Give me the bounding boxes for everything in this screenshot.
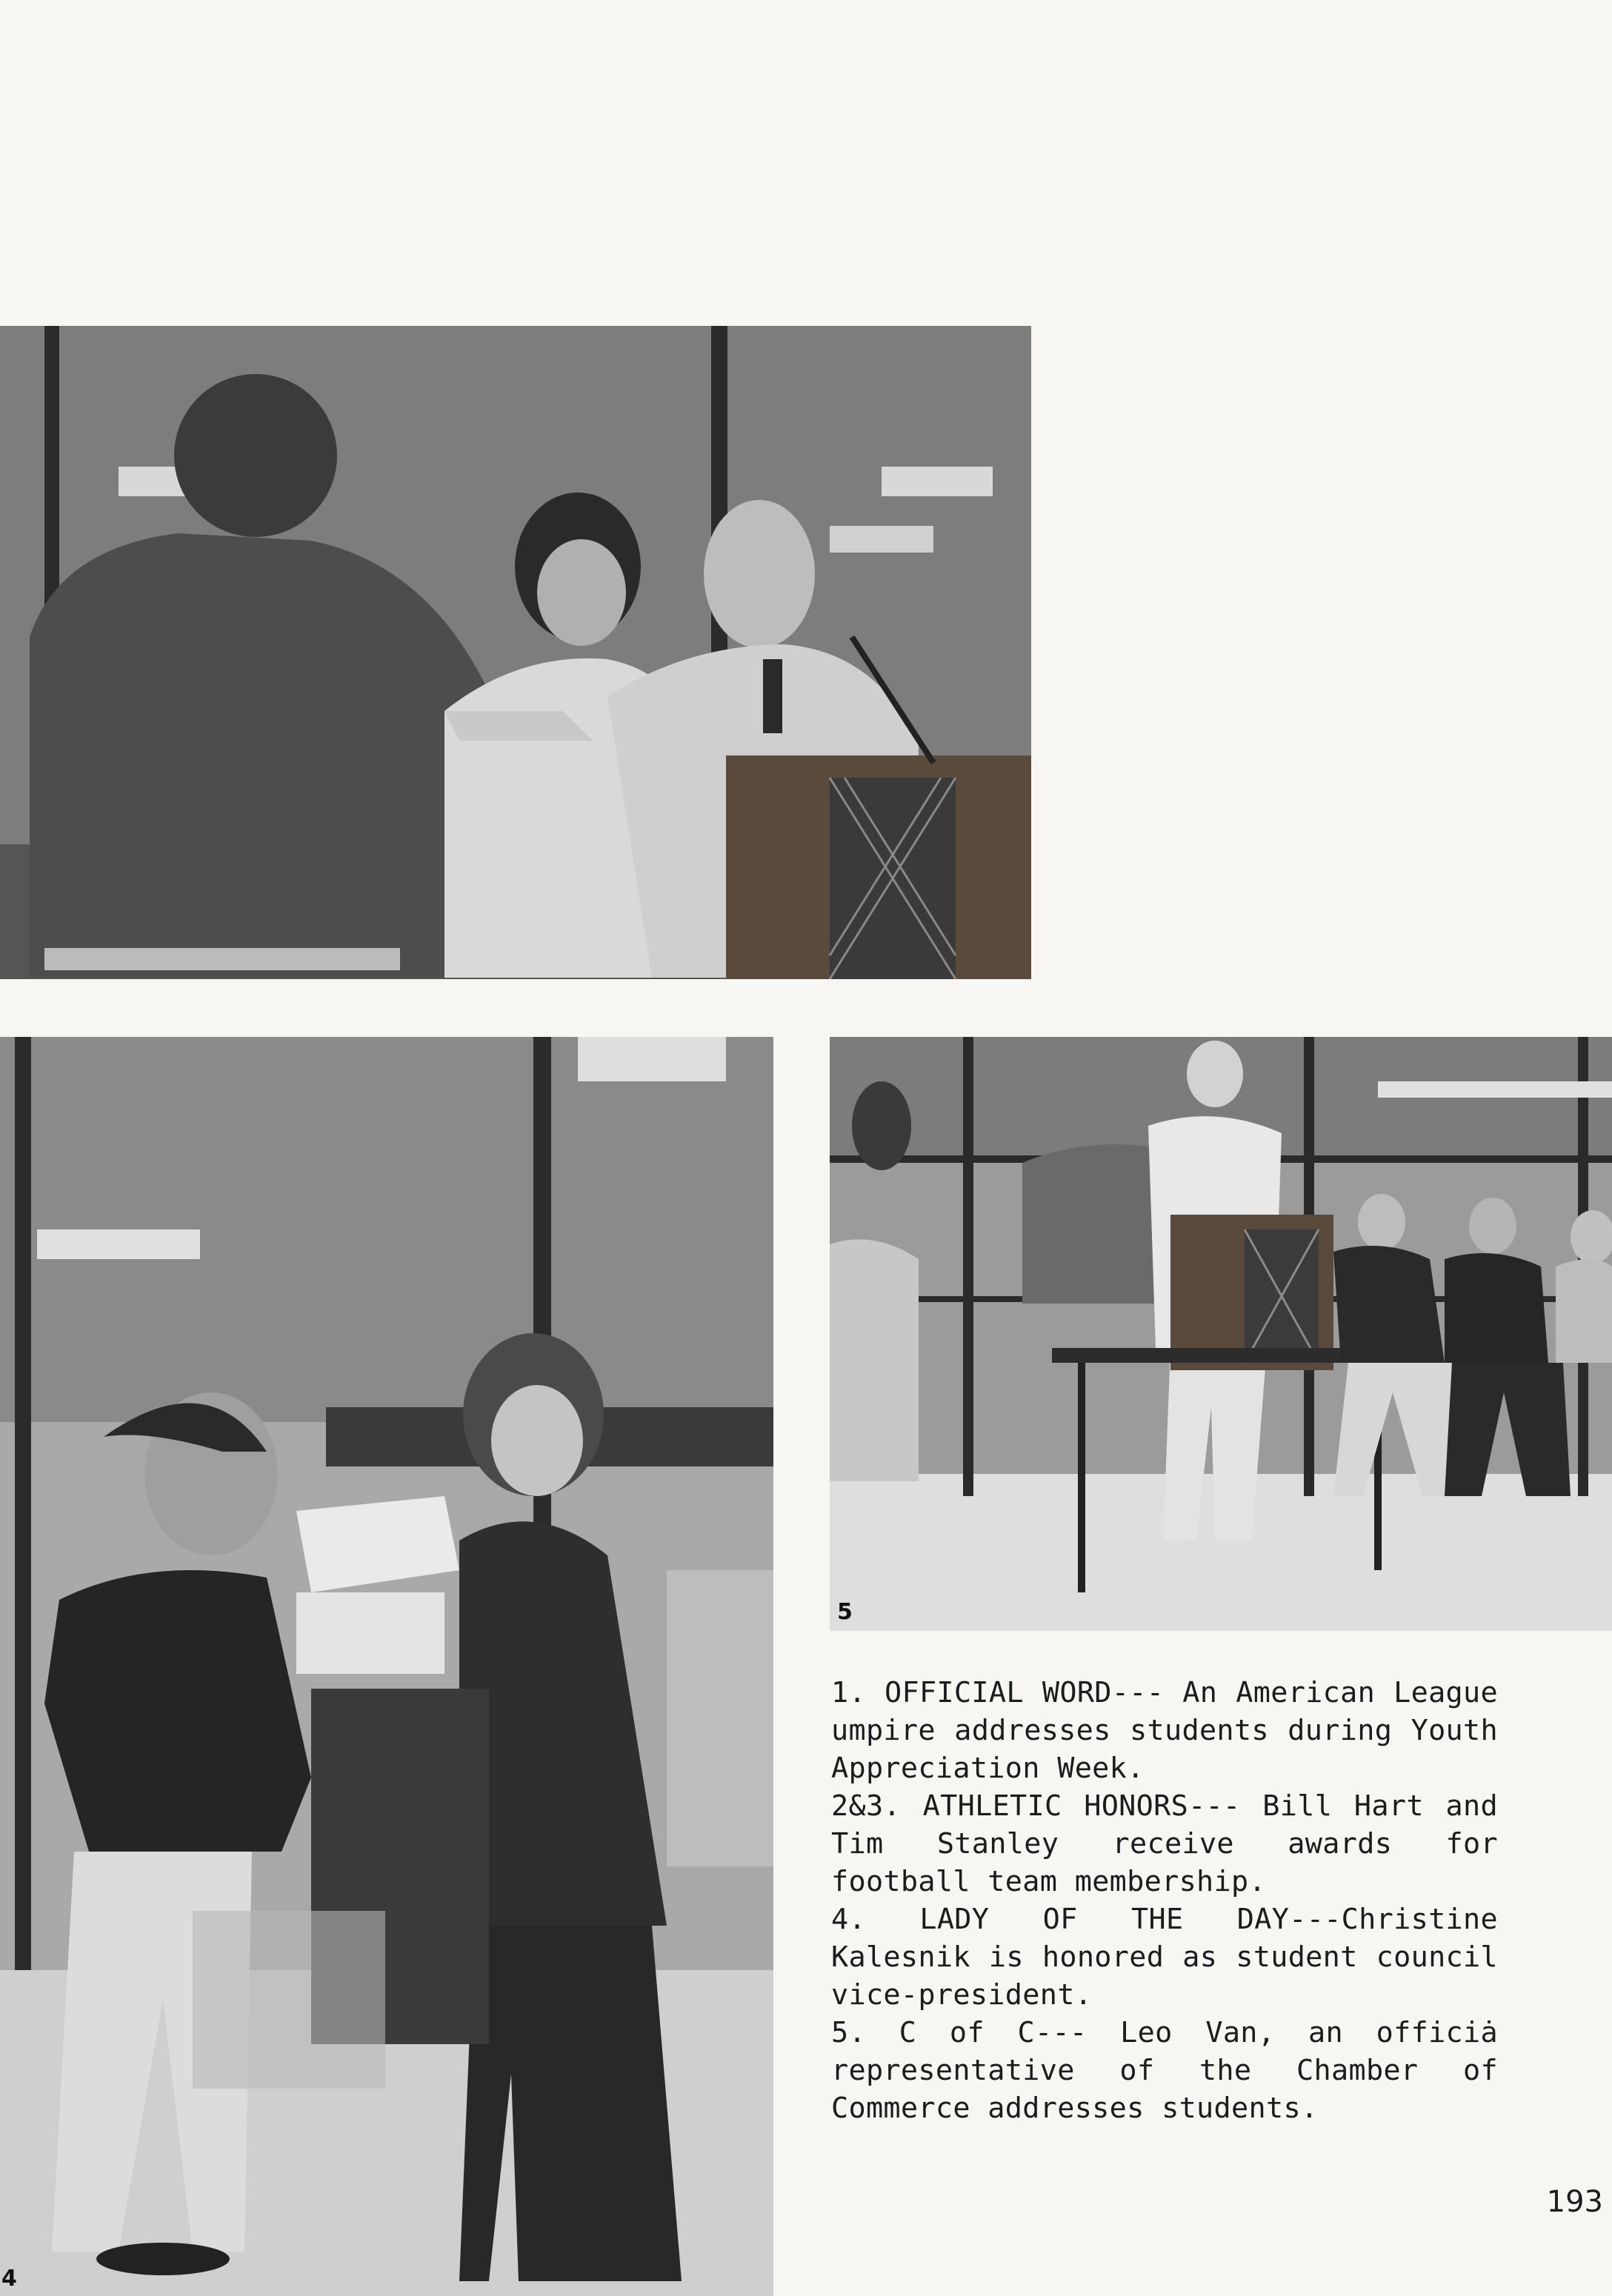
photo-5-number: 5 bbox=[837, 1599, 853, 1625]
photo-4-number: 4 bbox=[1, 2266, 17, 2292]
caption-4: 4. LADY OF THE DAY---Christine Kalesnik is honored as student council vice-president. bbox=[831, 1903, 1498, 2012]
caption-1: 1. OFFICIAL WORD--- An American League umpire addresses students during Youth Appreciation Week. bbox=[831, 1676, 1498, 1785]
photo-lady-of-the-day bbox=[0, 1037, 773, 2296]
photo-4-image bbox=[0, 1037, 773, 2296]
photo-1-image bbox=[0, 326, 1031, 979]
photo-5-image bbox=[830, 1037, 1612, 1631]
bleed-through-text bbox=[30, 170, 1437, 304]
photo-official-word bbox=[0, 326, 1031, 979]
caption-5: 5. C of C--- Leo Van, an officiȧ representative of the Chamber of Commerce addresses students. bbox=[831, 2016, 1498, 2125]
photo-c-of-c bbox=[830, 1037, 1612, 1631]
photo-captions bbox=[831, 1674, 1498, 2127]
caption-2-3: 2&3. ATHLETIC HONORS--- Bill Hart and Tim Stanley receive awards for football team membership. bbox=[831, 1789, 1498, 1898]
page-number: 193 bbox=[1546, 2185, 1603, 2219]
